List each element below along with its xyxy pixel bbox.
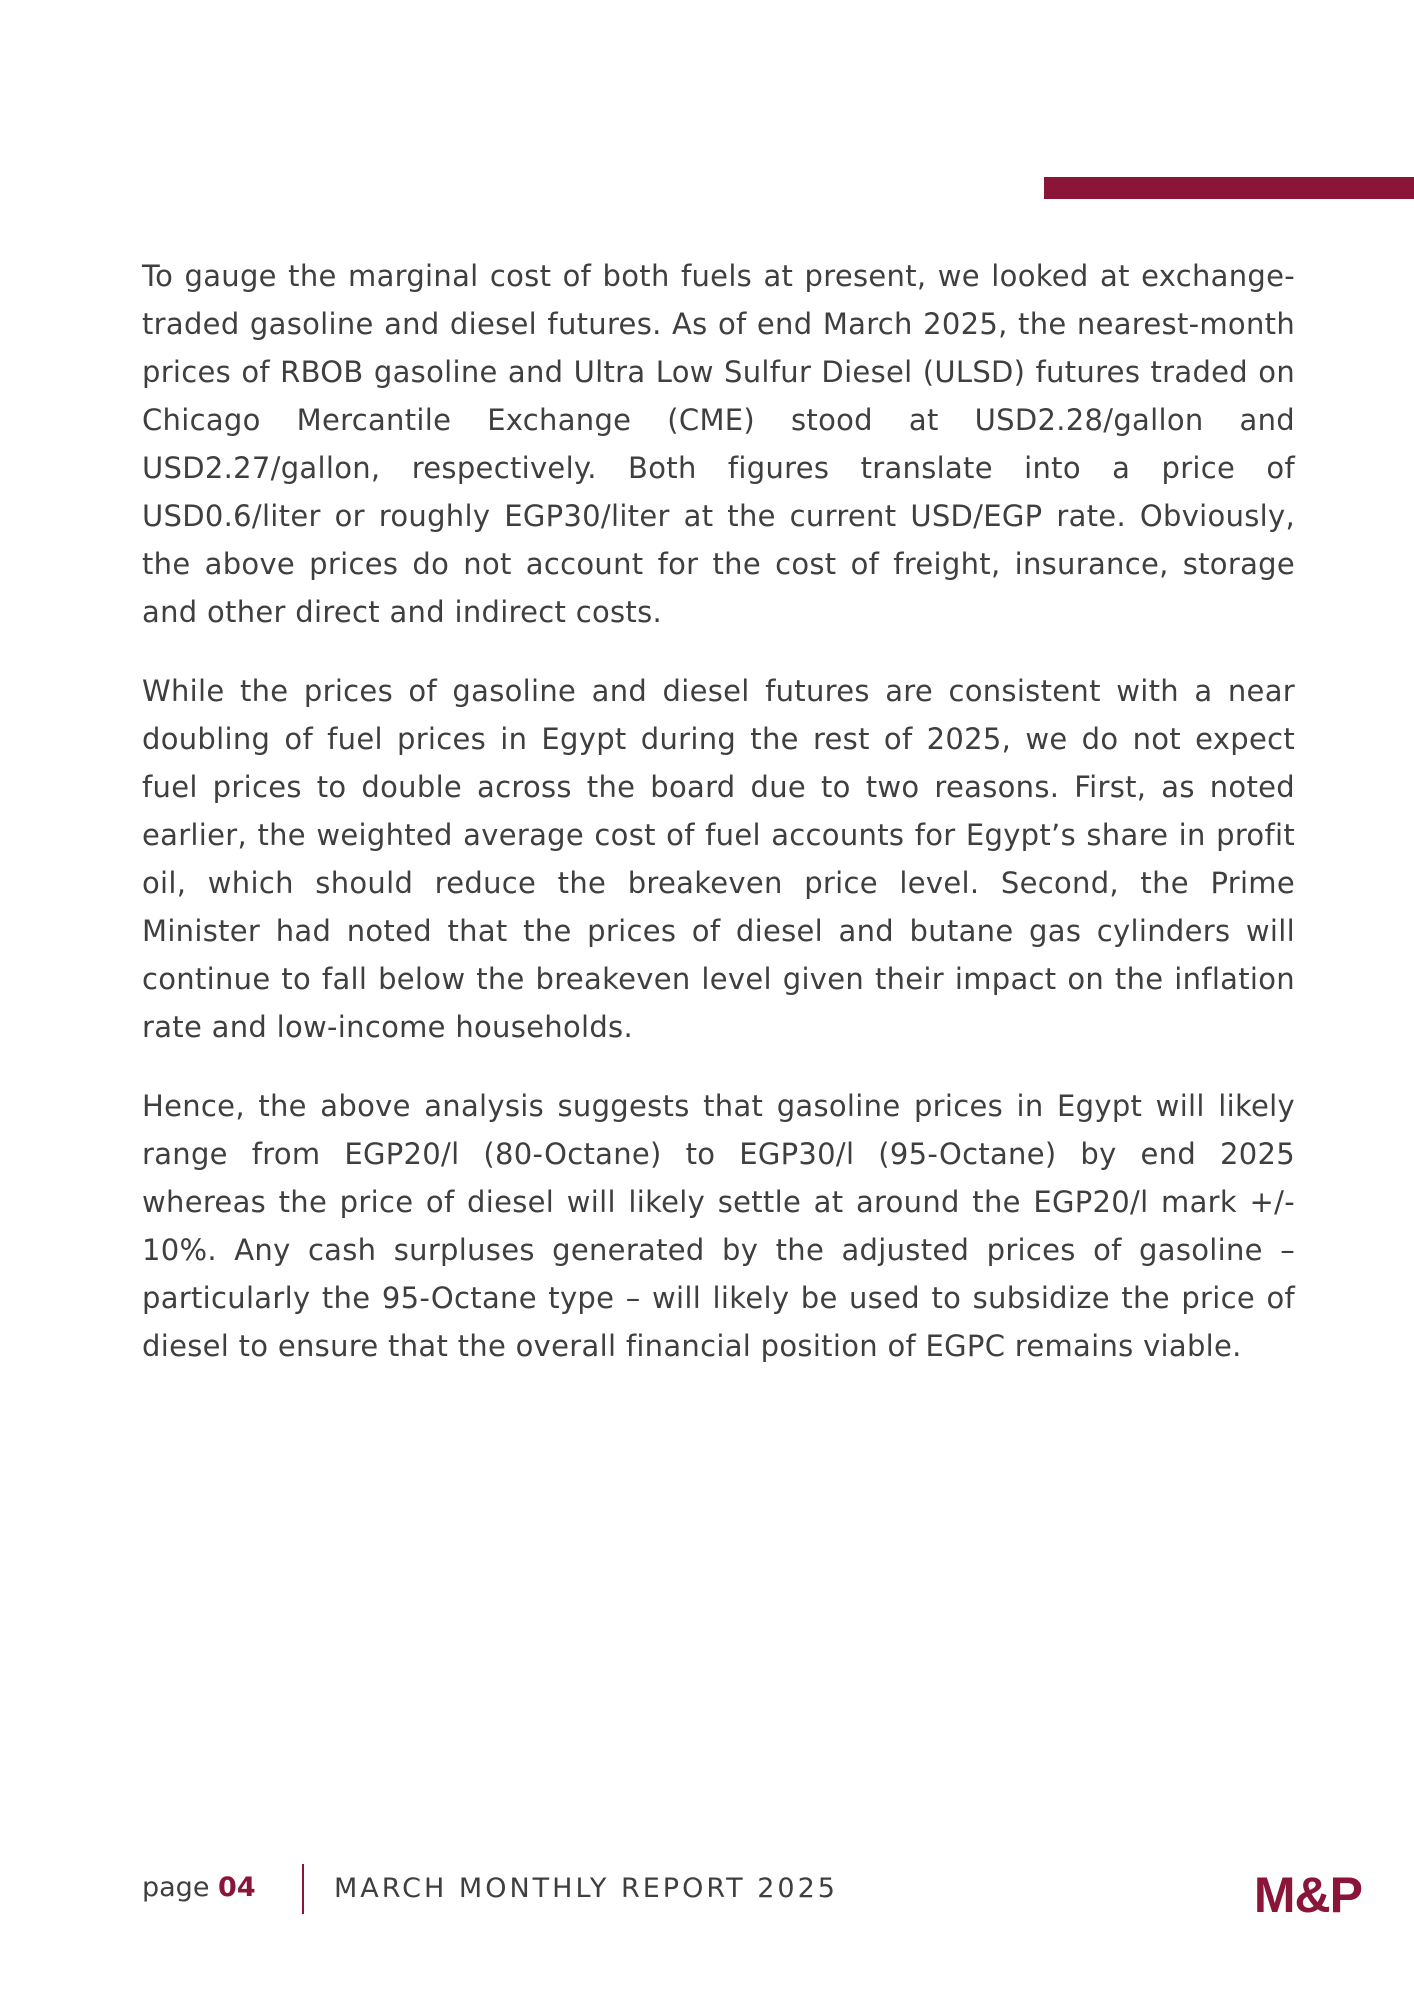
header-accent-bar [1044, 177, 1414, 199]
page-footer [142, 1864, 1362, 1923]
page-prefix: page [142, 1872, 210, 1903]
paragraph-price-outlook: Hence, the above analysis suggests that gasoline prices in Egypt will likely range from EGP20/l (80-Octane) to EGP30/l (95-Octane) by end 2025 whereas the price of diesel will likely settle at around the EGP20/l mark +/- 10%. Any cash surpluses generated by the adjusted prices of gasoline – particularly the 95-Octane type – will likely be used to subsidize the price of diesel to ensure that the overall financial position of EGPC remains viable. [142, 1089, 1295, 1363]
company-logo: M&P [1253, 1867, 1362, 1923]
page-indicator [142, 1872, 256, 1903]
report-title: MARCH MONTHLY REPORT 2025 [334, 1873, 838, 1904]
body-content [142, 252, 1295, 1401]
paragraph-price-expectations: While the prices of gasoline and diesel futures are consistent with a near doubling of fuel prices in Egypt during the rest of 2025, we do not expect fuel prices to double across the board due to two reasons. First, as noted earlier, the weighted average cost of fuel accounts for Egypt’s share in profit oil, which should reduce the breakeven price level. Second, the Prime Minister had noted that the prices of diesel and butane gas cylinders will continue to fall below the breakeven level given their impact on the inflation rate and low-income households. [142, 674, 1295, 1044]
paragraph-futures-cost: To gauge the marginal cost of both fuels at present, we looked at exchange-traded gasoline and diesel futures. As of end March 2025, the nearest-month prices of RBOB gasoline and Ultra Low Sulfur Diesel (ULSD) futures traded on Chicago Mercantile Exchange (CME) stood at USD2.28/gallon and USD2.27/gallon, respectively. Both figures translate into a price of USD0.6/liter or roughly EGP30/liter at the current USD/EGP rate. Obviously, the above prices do not account for the cost of freight, insurance, storage and other direct and indirect costs. [142, 259, 1295, 629]
footer-divider [302, 1864, 304, 1914]
page-number: 04 [218, 1872, 256, 1903]
